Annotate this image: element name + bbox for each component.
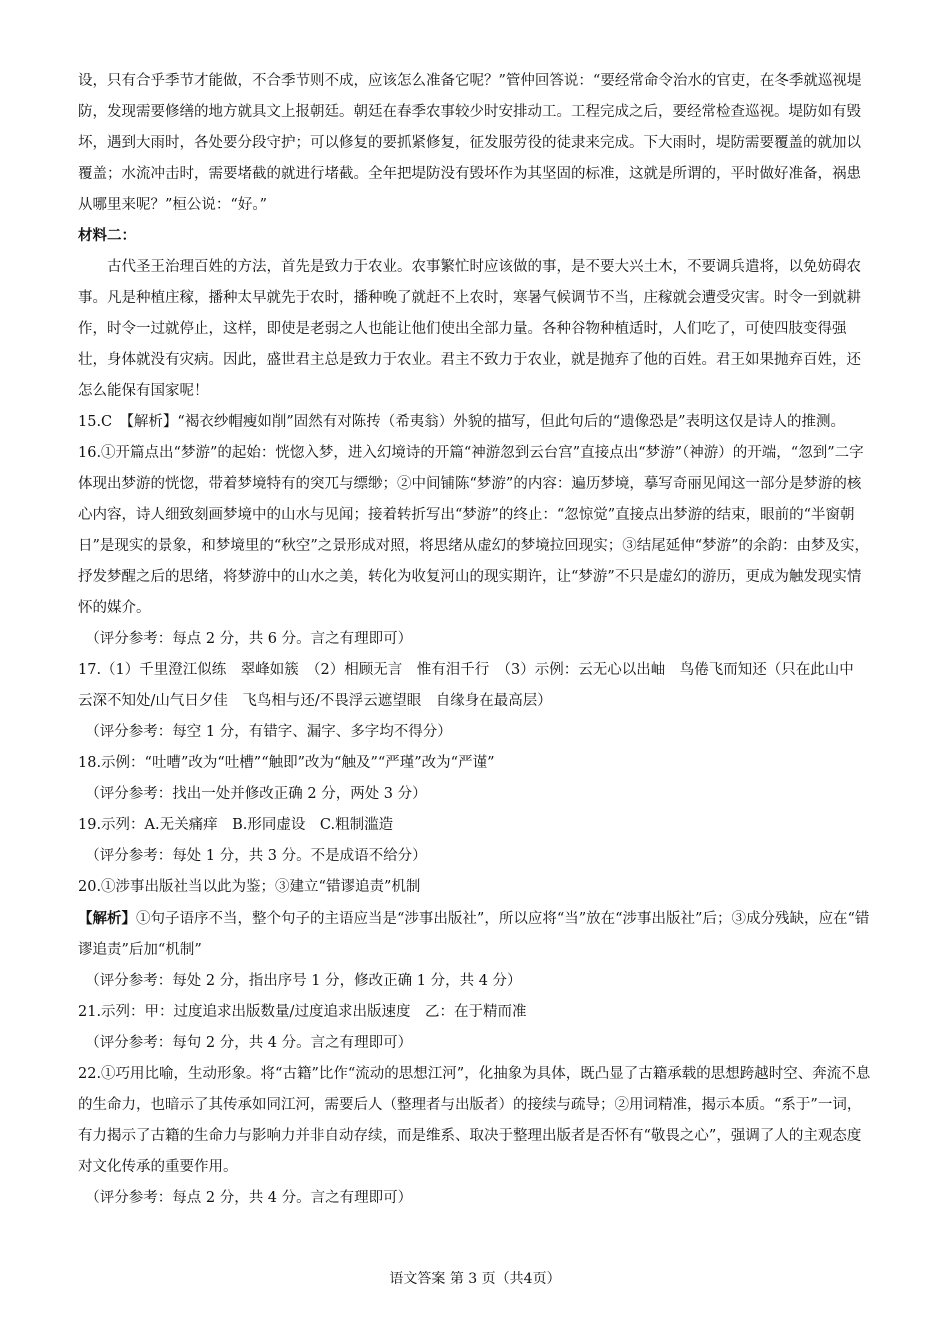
page-footer: 语文答案 第 3 页（共4页） bbox=[389, 1271, 561, 1287]
q20-analysis bbox=[78, 903, 872, 966]
q18-score: （评分参考：找出一处并修改正确 2 分，两处 3 分） bbox=[85, 786, 427, 802]
q19-answer: 19.示列：A.无关痛痒 B.形同虚设 C.粗制滥造 bbox=[78, 817, 394, 833]
q19-score: （评分参考：每处 1 分，共 3 分。不是成语不给分） bbox=[85, 848, 427, 864]
q20-answer: 20.①涉事出版社当以此为鉴；③建立“错谬追责”机制 bbox=[78, 879, 421, 895]
q20-analysis-text: ①句子语序不当，整个句子的主语应当是“涉事出版社”，所以应将“当”放在“涉事出版社”后；③成分残缺，应在“错谬追责”后加“机制” bbox=[78, 911, 870, 958]
material1-tail: 设，只有合乎季节才能做，不合季节则不成，应该怎么准备它呢？”管仲回答说：“要经常命令治水的官吏，在冬季就巡视堤防，发现需要修缮的地方就具文上报朝廷。朝廷在春季农事较少时安排动工。工程完成之后，要经常检查巡视。堤防如有毁坏，遇到大雨时，各处要分段守护；可以修复的要抓紧修复，征发服劳役的徒隶来完成。下大雨时，堤防需要覆盖的就加以覆盖；水流冲击时，需要堵截的就进行堵截。全年把堤防没有毁坏作为其坚固的标准，这就是所谓的，平时做好准备，祸患从哪里来呢？”桓公说：“好。” bbox=[78, 73, 862, 213]
q18-answer: 18.示例：“吐嘈”改为“吐槽”“触即”改为“触及”“严瑾”改为“严谨” bbox=[78, 755, 495, 771]
answer-page bbox=[78, 66, 872, 1214]
material2-text: 古代圣王治理百姓的方法，首先是致力于农业。农事繁忙时应该做的事，是不要大兴土木，不要调兵遣将，以免妨碍农事。凡是种植庄稼，播种太早就先于农时，播种晚了就赶不上农时，寒暑气候调节不当，庄稼就会遭受灾害。时令一到就耕作，时令一过就停止，这样，即使是老弱之人也能让他们使出全部力量。各种谷物种植适时，人们吃了，可使四肢变得强壮，身体就没有灾病。因此，盛世君主总是致力于农业。君主不致力于农业，就是抛弃了他的百姓。君王如果抛弃百姓，还怎么能保有国家呢！ bbox=[78, 259, 861, 399]
q22-answer: 22.①巧用比喻，生动形象。将“古籍”比作“流动的思想江河”，化抽象为具体，既凸显了古籍承载的思想跨越时空、奔流不息的生命力，也暗示了其传承如同江河，需要后人（整理者与出版者）的接续与疏导；②用词精准，揭示本质。“系于”一词，有力揭示了古籍的生命力与影响力并非自动存续，而是维系、取决于整理出版者是否怀有“敬畏之心”，强调了人的主观态度对文化传承的重要作用。 bbox=[78, 1066, 871, 1175]
q16-score: （评分参考：每点 2 分，共 6 分。言之有理即可） bbox=[85, 631, 413, 647]
q21-answer: 21.示列：甲：过度追求出版数量/过度追求出版速度 乙：在于精而准 bbox=[78, 1004, 527, 1020]
analysis-tag: 【解析】 bbox=[78, 910, 136, 927]
q20-score: （评分参考：每处 2 分，指出序号 1 分，修改正确 1 分，共 4 分） bbox=[85, 973, 522, 989]
q16-answer: 16.①开篇点出“梦游”的起始：恍惚入梦，进入幻境诗的开篇“神游忽到云台宫”直接点出“梦游”（神游）的开端，“忽到”二字体现出梦游的恍惚，带着梦境特有的突兀与缥缈；②中间铺陈“梦游”的内容：遍历梦境，摹写奇丽见闻这一部分是梦游的核心内容，诗人细致刻画梦境中的山水与见闻；接着转折写出“梦游”的终止：“忽惊觉”直接点出梦游的结束，眼前的“半窗朝日”是现实的景象，和梦境里的“秋空”之景形成对照，将思绪从虚幻的梦境拉回现实；③结尾延伸“梦游”的余韵：由梦及实，抒发梦醒之后的思绪，将梦游中的山水之美，转化为收复河山的现实期许，让“梦游”不只是虚幻的游历，更成为触发现实情怀的媒介。 bbox=[78, 445, 870, 616]
q17-score: （评分参考：每空 1 分，有错字、漏字、多字均不得分） bbox=[85, 724, 452, 740]
q21-score: （评分参考：每句 2 分，共 4 分。言之有理即可） bbox=[85, 1035, 413, 1051]
material2-heading: 材料二： bbox=[78, 228, 136, 244]
q17-answer: 17.（1）千里澄江似练 翠峰如簇 （2）相顾无言 惟有泪千行 （3）示例：云无心以出岫 鸟倦飞而知还（只在此山中 云深不知处/山气日夕佳 飞鸟相与还/不畏浮云遮望眼 自缘身在最高层） bbox=[78, 662, 869, 709]
q22-score: （评分参考：每点 2 分，共 4 分。言之有理即可） bbox=[85, 1190, 413, 1206]
q15-answer: 15.C 【解析】“褐衣纱帽瘦如削”固然有对陈抟（希夷翁）外貌的描写，但此句后的“遗像恐是”表明这仅是诗人的推测。 bbox=[78, 414, 846, 430]
